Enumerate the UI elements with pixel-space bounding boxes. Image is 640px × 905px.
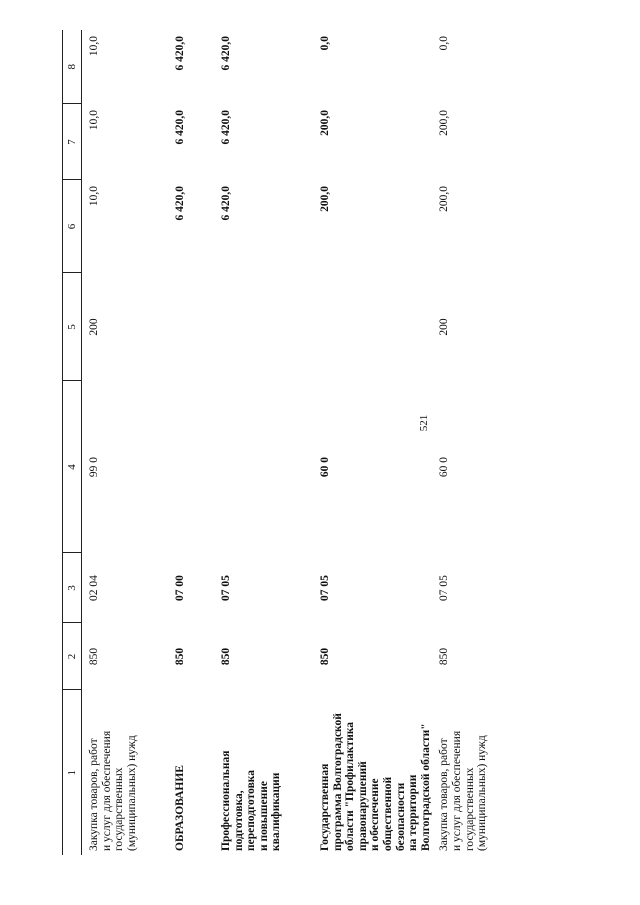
row-name-line: и услуг для обеспечения [450,730,463,851]
row-name-line: и повышение [257,781,270,851]
amount-cell: 0,0 [438,36,451,51]
row-name-line: (муниципальных) нужд [476,735,489,851]
target-article-cell [214,381,313,553]
table-row [432,30,518,855]
column-header: 3 [63,553,82,623]
page-number: 521 [418,414,430,432]
dept-code-cell: 850 [220,647,232,666]
row-name-line: Государственная [319,763,331,851]
amount-cell: 6 420,0 [220,36,232,71]
section-code-cell: 07 05 [319,575,331,601]
table-header-row [63,30,82,855]
amount-cell: 10,0 [88,110,100,131]
row-name-line: переподготовка [245,770,258,851]
target-article-cell: 99 0 [88,456,100,478]
row-name-line: Закупка товаров, работ [438,738,451,851]
amount-cell: 6 420,0 [220,110,232,145]
row-name-line: и услуг для обеспечения [100,730,113,851]
row-name-cell [82,690,169,855]
row-name-line: государственных [113,767,126,851]
row-name-line: области "Профилактика [344,721,357,851]
column-header: 6 [63,180,82,273]
expense-type-cell: 200 [438,318,451,336]
budget-table [62,30,518,855]
dept-code-cell: 850 [319,647,331,666]
target-article-cell [168,381,214,553]
table-row [82,30,169,855]
amount-cell: 6 420,0 [174,110,186,145]
expense-type-cell: 200 [88,318,100,336]
row-name-cell [313,690,432,855]
row-name-line: Волгоградской области" [419,723,432,851]
section-code-cell: 07 00 [174,575,186,601]
amount-cell: 10,0 [88,186,100,207]
row-name-line: квалификации [270,772,283,851]
row-name-line: безопасности [394,782,407,851]
column-header: 8 [63,30,82,104]
amount-cell: 6 420,0 [174,36,186,71]
row-name-cell [432,690,518,855]
dept-code-cell: 850 [438,647,451,666]
amount-cell: 6 420,0 [174,186,186,221]
column-header: 7 [63,104,82,180]
row-name-line: государственных [463,767,476,851]
target-article-cell: 60 0 [438,456,451,478]
row-name-cell [168,690,214,855]
section-code-cell: 02 04 [88,575,100,601]
table-row [168,30,214,855]
amount-cell: 0,0 [319,36,331,51]
expense-type-cell [214,273,313,381]
amount-cell: 6 420,0 [220,186,232,221]
row-name-line: правонарушений [356,761,369,851]
row-name-line: программа Волгоградской [331,713,344,851]
amount-cell: 200,0 [319,110,331,136]
budget-table-rotated [62,30,562,855]
amount-cell: 200,0 [438,110,451,136]
table-row [313,30,432,855]
row-name-line: и обеспечение [369,778,382,851]
table-row [214,30,313,855]
row-name-cell [214,690,313,855]
amount-cell: 200,0 [319,186,331,212]
row-name-line: Профессиональная [220,750,232,851]
row-name-line: Закупка товаров, работ [88,738,100,851]
expense-type-cell [168,273,214,381]
column-header: 1 [63,690,82,855]
amount-cell: 200,0 [438,186,451,212]
section-code-cell: 07 05 [438,575,451,601]
section-code-cell: 07 05 [220,575,232,601]
column-header: 5 [63,273,82,381]
column-header: 2 [63,623,82,690]
row-name-line: ОБРАЗОВАНИЕ [174,765,186,851]
column-header: 4 [63,381,82,553]
row-name-line: подготовка, [232,790,245,851]
expense-type-cell [313,273,432,381]
row-name-line: на территории [407,774,420,851]
target-article-cell: 60 0 [319,456,331,478]
row-name-line: общественной [381,776,394,851]
row-name-line: (муниципальных) нужд [125,735,138,851]
dept-code-cell: 850 [174,647,186,666]
amount-cell: 10,0 [88,36,100,57]
dept-code-cell: 850 [88,647,100,666]
